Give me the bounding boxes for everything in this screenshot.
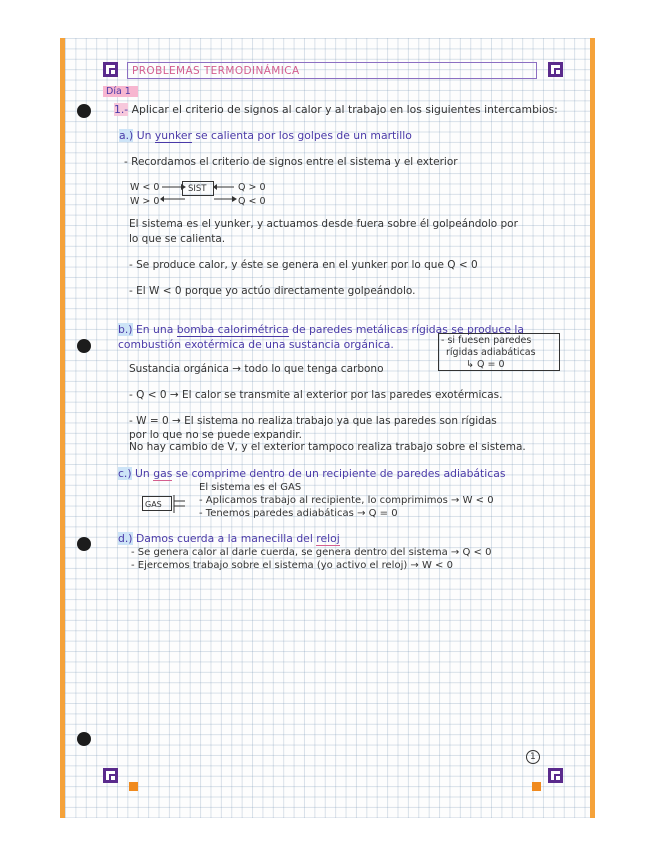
orange-square-icon <box>129 782 138 791</box>
part-a-label: a.) <box>119 129 134 142</box>
part-d-line3: - Ejercemos trabajo sobre el sistema (yo activo el reloj) → W < 0 <box>131 560 453 571</box>
part-a-bullet2: - El W < 0 porque yo actúo directamente golpeándolo. <box>129 285 416 297</box>
binder-hole <box>77 104 91 118</box>
side-note-line3: ↳ Q = 0 <box>466 359 505 370</box>
part-c-text-post: se comprime dentro de un recipiente de paredes adiabáticas <box>175 467 506 480</box>
binder-hole <box>77 732 91 746</box>
part-b-line6: por lo que no se puede expandir. <box>129 429 302 441</box>
part-d-line2: - Se genera calor al darle cuerda, se genera dentro del sistema → Q < 0 <box>131 547 492 558</box>
orange-square-icon <box>532 782 541 791</box>
part-c-line2: El sistema es el GAS <box>199 482 302 493</box>
problem-text: Aplicar el criterio de signos al calor y al trabajo en los siguientes intercambios: <box>131 103 558 116</box>
day-label: Día 1 <box>106 86 131 97</box>
part-d-statement <box>118 532 340 545</box>
problem-number: 1.- <box>114 103 129 116</box>
part-b-text-post: de paredes metálicas rígidas se produce la <box>292 323 525 336</box>
part-a-para2: lo que se calienta. <box>129 233 226 245</box>
w-negative: W < 0 <box>130 182 160 193</box>
part-a-bullet1: - Se produce calor, y éste se genera en el yunker por lo que Q < 0 <box>129 259 478 271</box>
part-a-text-underlined: yunker <box>154 129 192 142</box>
page-title: PROBLEMAS TERMODINÁMICA <box>132 65 300 77</box>
brand-logo-icon <box>103 62 118 77</box>
part-a-line1: - Recordamos el criterio de signos entre el sistema y el exterior <box>124 156 458 168</box>
part-b-text-underlined: bomba calorimétrica <box>176 323 289 336</box>
part-b-text-pre: En una <box>135 323 174 336</box>
part-c-statement <box>118 467 505 480</box>
side-note-line2: rígidas adiabáticas <box>446 347 536 358</box>
system-label: SIST <box>188 184 207 194</box>
q-negative: Q < 0 <box>238 196 266 207</box>
part-b-label: b.) <box>118 323 133 336</box>
binder-hole <box>77 339 91 353</box>
part-c-text-underlined: gas <box>153 467 173 480</box>
side-note-line1: - si fuesen paredes <box>441 335 532 346</box>
binder-hole <box>77 537 91 551</box>
part-a-text-post: se calienta por los golpes de un martillo <box>195 129 412 142</box>
part-a-statement <box>119 129 412 142</box>
gas-label: GAS <box>145 500 162 509</box>
part-a-para1: El sistema es el yunker, y actuamos desde fuera sobre él golpeándolo por <box>129 218 518 230</box>
piston-icon <box>172 494 186 514</box>
part-b-line2: combustión exotérmica de una sustancia orgánica. <box>118 338 394 351</box>
part-c-text-pre: Un <box>135 467 150 480</box>
part-b-line5: - W = 0 → El sistema no realiza trabajo ya que las paredes son rígidas <box>129 415 497 427</box>
brand-logo-icon <box>103 768 118 783</box>
part-b-line4: - Q < 0 → El calor se transmite al exterior por las paredes exotérmicas. <box>129 389 503 401</box>
part-a-text-pre: Un <box>136 129 152 142</box>
part-b-line7: No hay cambio de V, y el exterior tampoco realiza trabajo sobre el sistema. <box>129 441 526 453</box>
brand-logo-icon <box>548 768 563 783</box>
grid-paper-sheet <box>65 38 590 818</box>
part-c-line4: - Tenemos paredes adiabáticas → Q = 0 <box>199 508 398 519</box>
right-margin-stripe <box>590 38 595 818</box>
page-number: 1 <box>530 752 536 762</box>
part-c-line3: - Aplicamos trabajo al recipiente, lo comprimimos → W < 0 <box>199 495 494 506</box>
q-positive: Q > 0 <box>238 182 266 193</box>
w-positive: W > 0 <box>130 196 160 207</box>
part-d-text-pre: Damos cuerda a la manecilla del <box>135 532 313 545</box>
brand-logo-icon <box>548 62 563 77</box>
part-b-line3: Sustancia orgánica → todo lo que tenga carbono <box>129 363 384 375</box>
part-d-text-underlined: reloj <box>316 532 340 545</box>
part-d-label: d.) <box>118 532 133 545</box>
problem-statement <box>114 103 558 116</box>
sign-arrows <box>160 182 240 204</box>
part-c-label: c.) <box>118 467 132 480</box>
